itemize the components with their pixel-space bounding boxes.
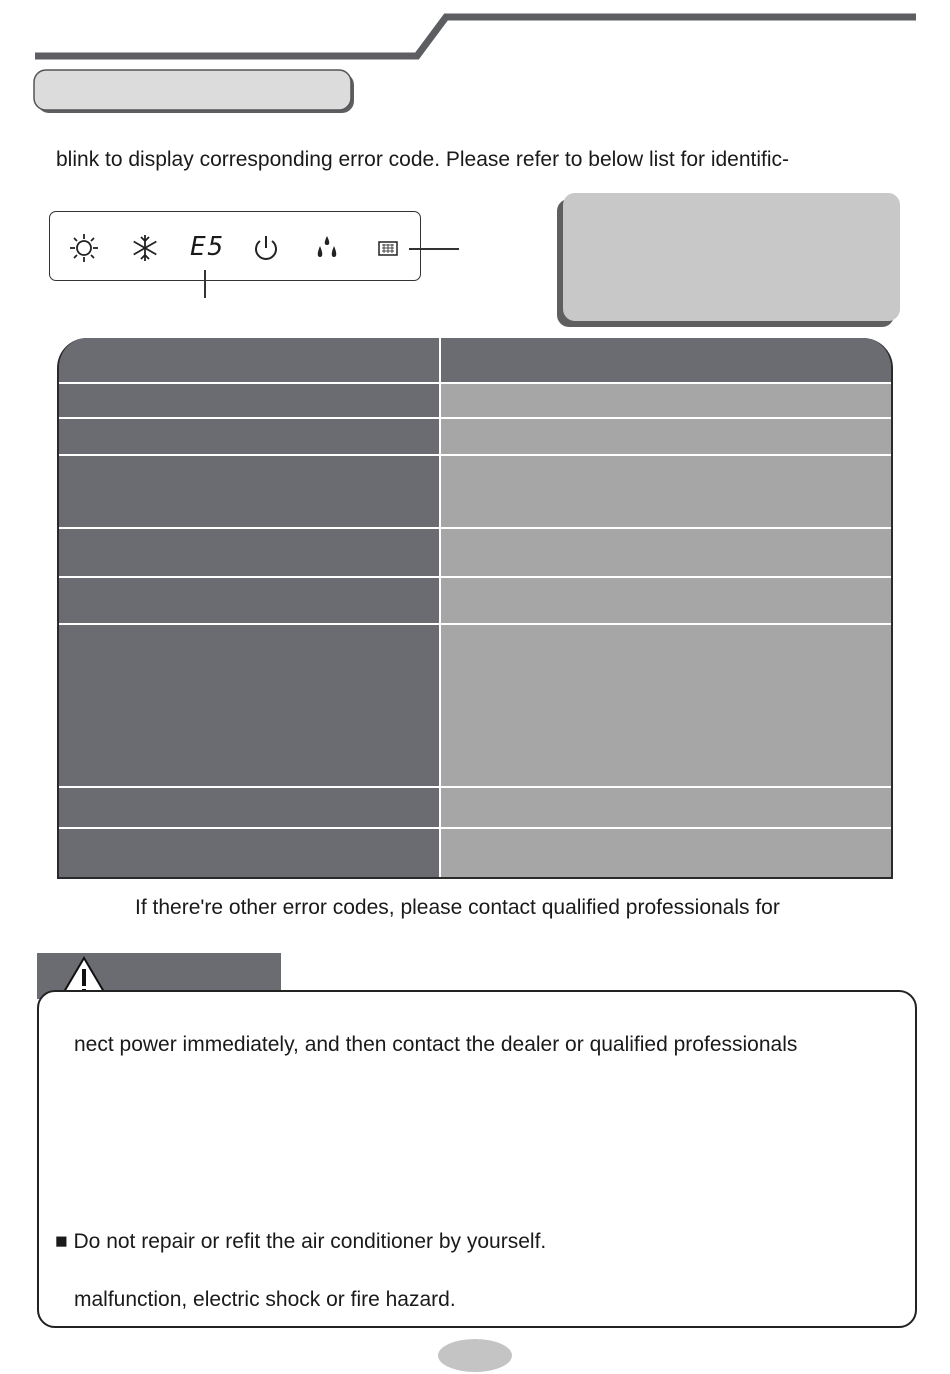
page-number-pill [438,1339,512,1372]
water-drops-icon [311,232,343,264]
intro-text: blink to display corresponding error code. Please refer to below list for identific- [56,148,790,171]
note-box [563,193,900,321]
display-grid-icon [372,232,404,264]
table-header-right [441,338,891,382]
error-code-table [57,338,893,879]
control-panel [49,211,421,281]
note-text: If there're other error codes, please contact qualified professionals for [135,896,780,919]
warning-bullet-line: ■ Do not repair or refit the air conditioner by yourself. [55,1230,547,1253]
table-row [59,576,891,624]
table-row [59,827,891,879]
snowflake-icon [129,232,161,264]
table-row [59,454,891,528]
warning-line-1: nect power immediately, and then contact the dealer or qualified professionals [74,1033,798,1056]
table-row [59,527,891,577]
sun-icon [68,232,100,264]
table-row [59,382,891,418]
error-code-display: E5 [190,232,226,262]
table-header-left [59,338,441,382]
table-header [59,338,891,382]
table-row [59,417,891,455]
power-icon [250,232,282,264]
header-rule [0,0,950,70]
section-title-pill [30,66,360,118]
callout-line-right [409,248,459,250]
warning-last-line: malfunction, electric shock or fire hazard. [74,1288,456,1311]
table-row [59,786,891,828]
table-row [59,623,891,787]
callout-line-down [204,270,206,298]
